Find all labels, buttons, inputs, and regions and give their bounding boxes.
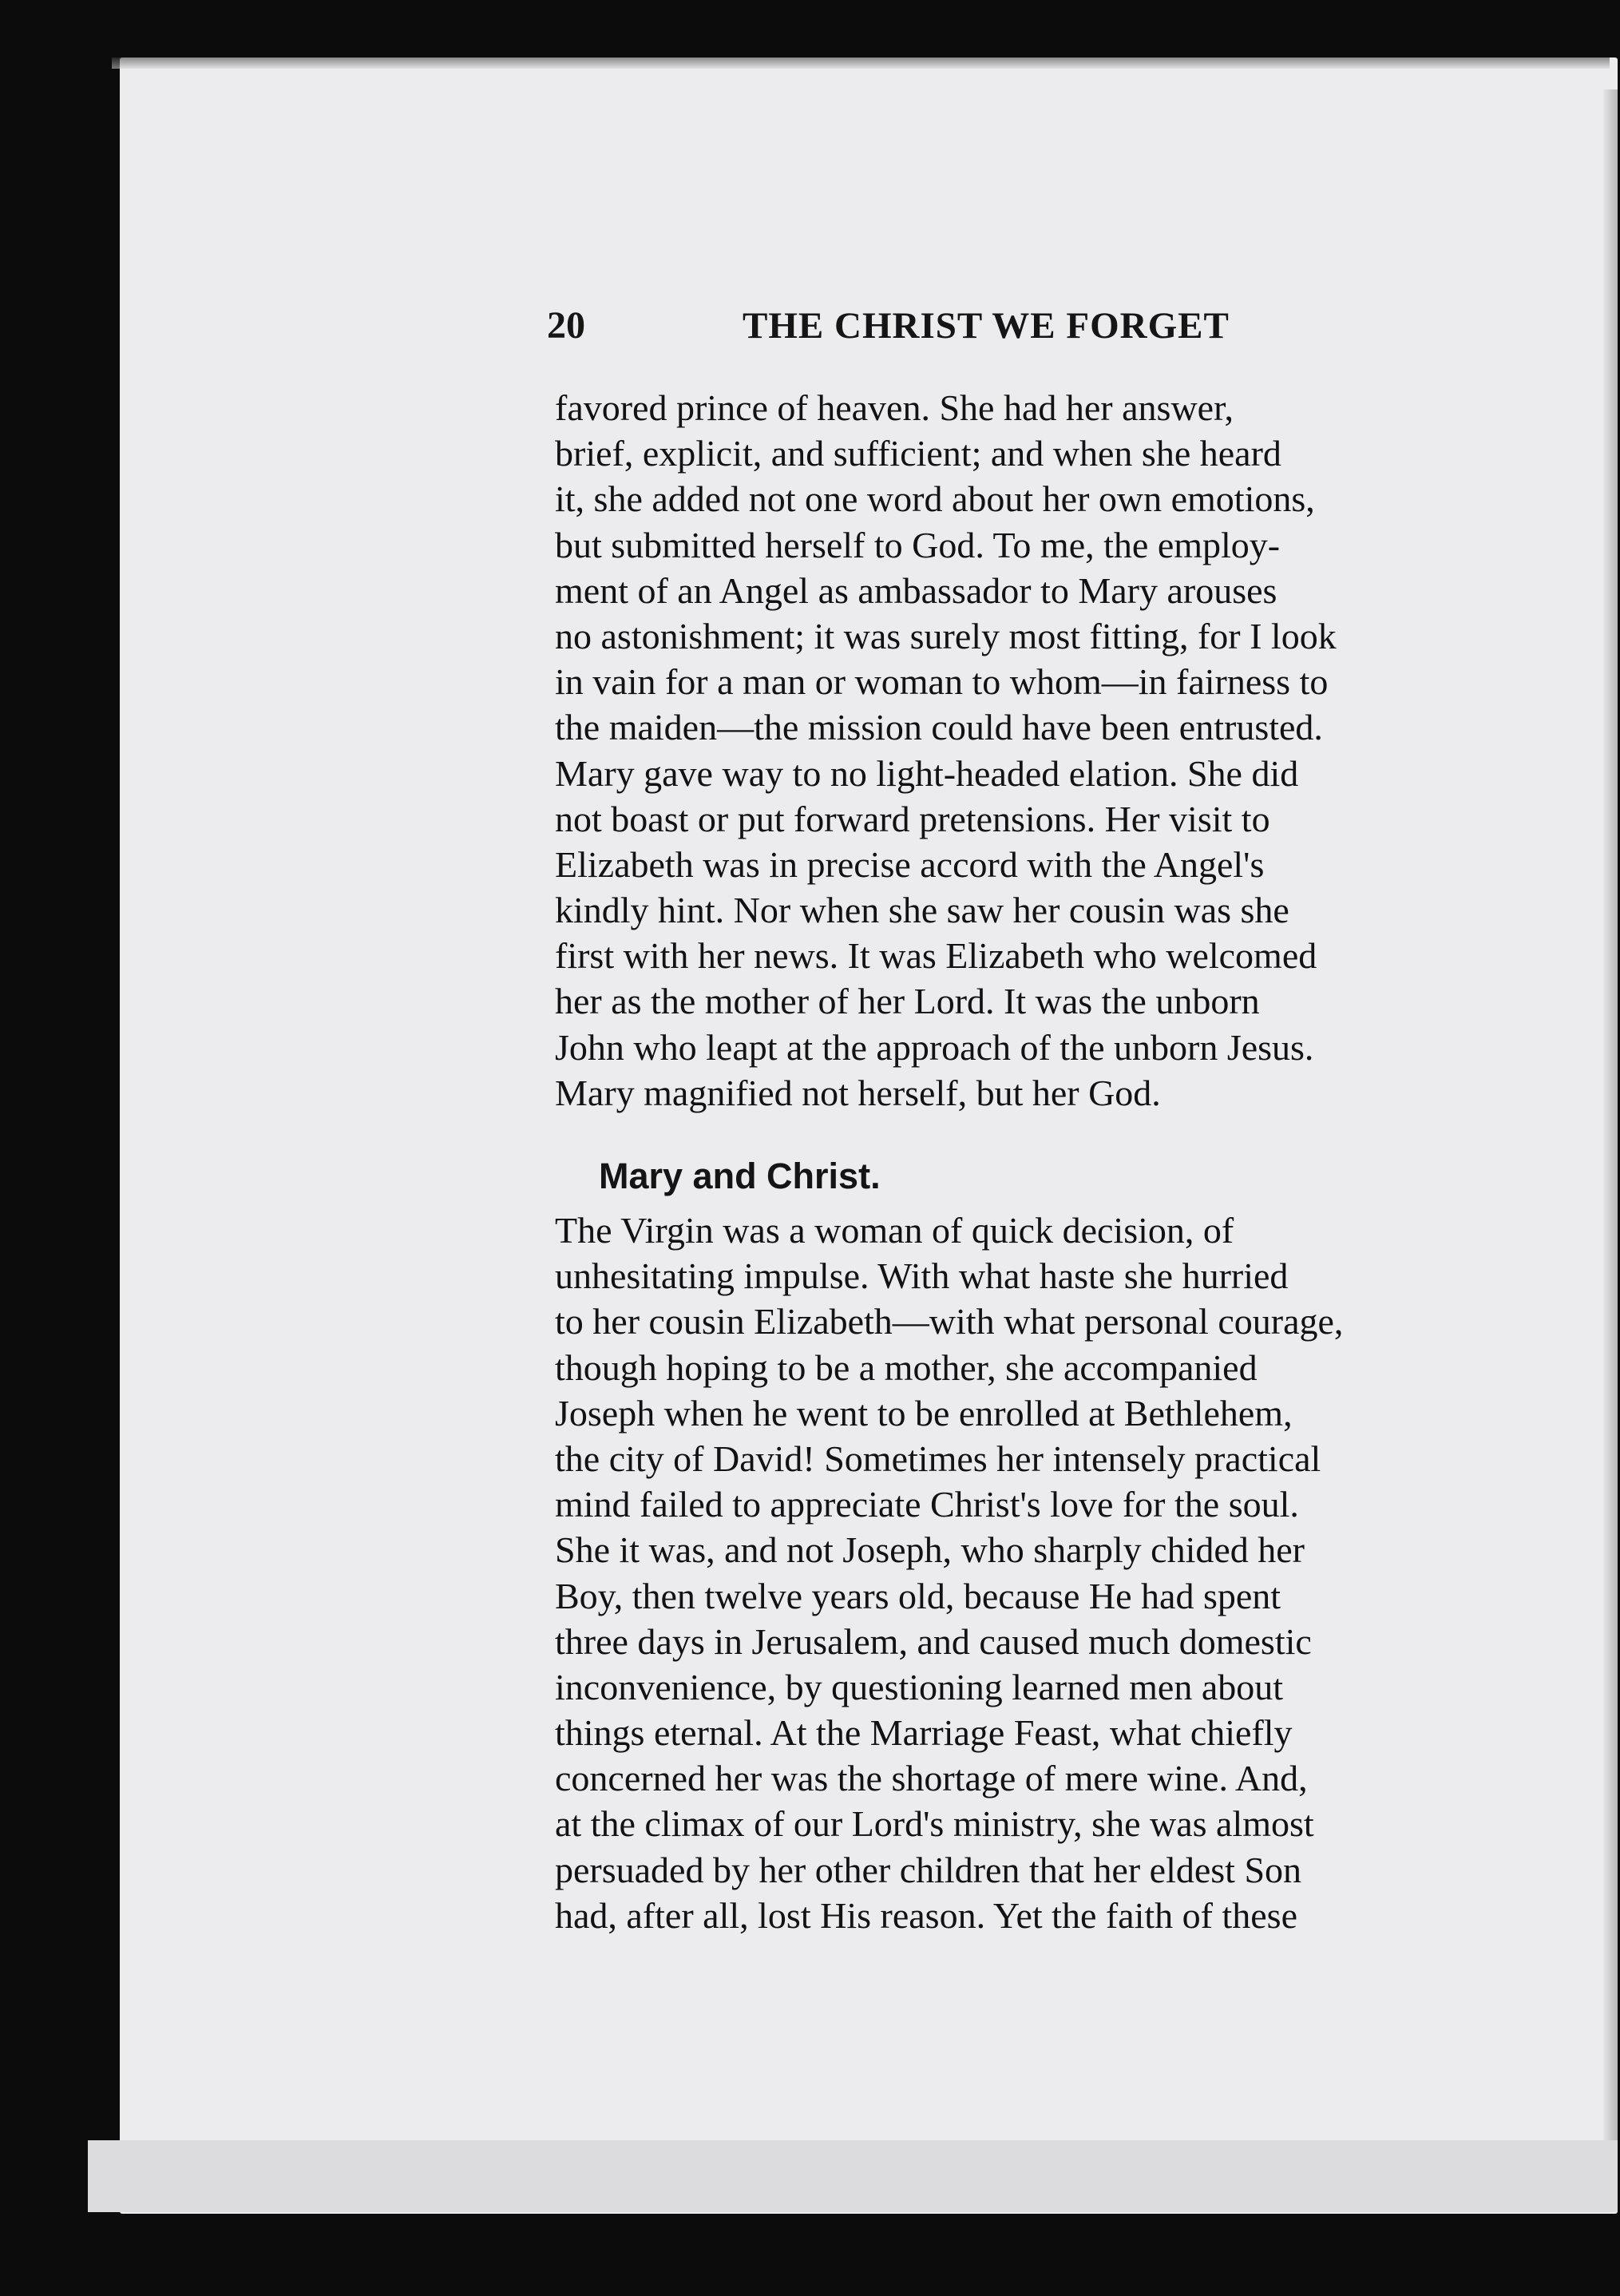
text-line: mind failed to appreciate Christ's love for the soul.: [555, 1484, 1299, 1525]
text-line: Mary gave way to no light-headed elation. She did: [555, 752, 1299, 794]
text-line: concerned her was the shortage of mere wine. And,: [555, 1758, 1308, 1799]
running-title: THE CHRIST WE FORGET: [743, 305, 1230, 347]
text-line: unhesitating impulse. With what haste she hurried: [555, 1255, 1289, 1297]
text-line: the city of David! Sometimes her intensely practical: [555, 1437, 1321, 1479]
text-line: kindly hint. Nor when she saw her cousin was she: [555, 890, 1289, 931]
text-line: first with her news. It was Elizabeth who welcomed: [555, 935, 1317, 977]
body-paragraph-2: [555, 1207, 1513, 1938]
section-heading: Mary and Christ.: [599, 1156, 881, 1196]
text-line: inconvenience, by questioning learned men about: [555, 1666, 1284, 1707]
text-line: at the climax of our Lord's ministry, she was almost: [555, 1803, 1314, 1845]
text-line: though hoping to be a mother, she accompanied: [555, 1346, 1258, 1388]
text-line: no astonishment; it was surely most fitting, for I look: [555, 615, 1337, 656]
text-line: it, she added not one word about her own emotions,: [555, 478, 1315, 520]
text-line: Elizabeth was in precise accord with the Angel's: [555, 843, 1265, 885]
body-paragraph-1: [555, 385, 1513, 1116]
text-line: to her cousin Elizabeth—with what personal courage,: [555, 1301, 1344, 1342]
text-line: brief, explicit, and sufficient; and when she heard: [555, 433, 1281, 474]
text-line: She it was, and not Joseph, who sharply chided her: [555, 1529, 1305, 1571]
text-line: persuaded by her other children that her eldest Son: [555, 1849, 1302, 1890]
text-line: favored prince of heaven. She had her answer,: [555, 387, 1234, 428]
text-line: but submitted herself to God. To me, the employ-: [555, 524, 1281, 565]
page-bottom-edge: [88, 2140, 1618, 2212]
text-line: Mary magnified not herself, but her God.: [555, 1072, 1161, 1113]
running-header: [547, 303, 1309, 359]
text-line: not boast or put forward pretensions. Her visit to: [555, 798, 1270, 839]
text-line: the maiden—the mission could have been entrusted.: [555, 707, 1323, 748]
text-line: in vain for a man or woman to whom—in fairness to: [555, 661, 1329, 703]
text-line: Boy, then twelve years old, because He had spent: [555, 1575, 1281, 1616]
text-line: things eternal. At the Marriage Feast, what chiefly: [555, 1712, 1293, 1754]
text-line: Joseph when he went to be enrolled at Bethlehem,: [555, 1392, 1293, 1434]
text-line: had, after all, lost His reason. Yet the faith of these: [555, 1894, 1297, 1936]
text-line: John who leapt at the approach of the unborn Jesus.: [555, 1026, 1314, 1068]
text-line: three days in Jerusalem, and caused much domestic: [555, 1620, 1312, 1662]
text-line: ment of an Angel as ambassador to Mary arouses: [555, 569, 1277, 611]
text-line: The Virgin was a woman of quick decision, of: [555, 1210, 1234, 1251]
page-number: 20: [547, 304, 585, 347]
text-line: her as the mother of her Lord. It was the unborn: [555, 981, 1260, 1022]
